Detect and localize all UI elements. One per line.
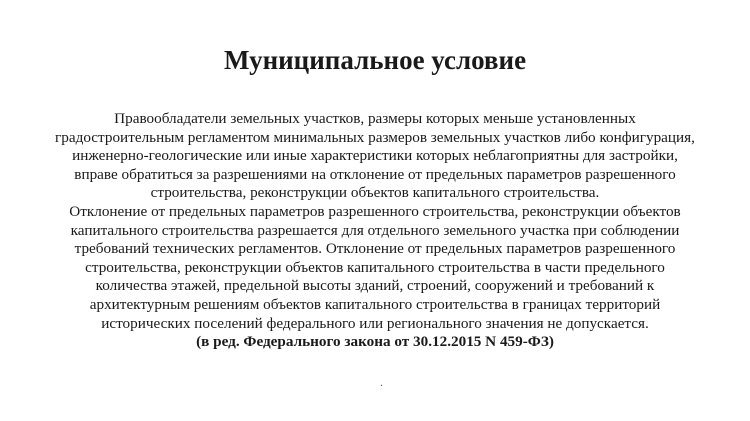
document-body bbox=[40, 110, 710, 352]
body-line: строительства, реконструкции объектов капитального строительства в части предельного bbox=[85, 258, 665, 276]
body-line: градостроительным регламентом минимальных размеров земельных участков либо конфигурация, bbox=[55, 128, 695, 146]
body-line: строительства, реконструкции объектов капитального строительства. bbox=[150, 184, 600, 202]
trailing-dot: . bbox=[380, 375, 383, 389]
body-line: исторических поселений федерального или регионального значения не допускается. bbox=[101, 314, 649, 332]
amendment-footnote: (в ред. Федерального закона от 30.12.2015 N 459-ФЗ) bbox=[196, 333, 554, 351]
body-line: требований технических регламентов. Отклонение от предельных параметров разрешенного bbox=[74, 240, 676, 258]
body-line: количества этажей, предельной высоты зданий, строений, сооружений и требований к bbox=[95, 277, 655, 295]
body-line: инженерно-геологические или иные характеристики которых неблагоприятны для застройки, bbox=[72, 147, 678, 165]
body-line: Отклонение от предельных параметров разрешенного строительства, реконструкции объектов bbox=[69, 202, 681, 220]
body-line: капитального строительства разрешается для отдельного земельного участка при соблюдении bbox=[70, 221, 680, 239]
body-line: вправе обратиться за разрешениями на отклонение от предельных параметров разрешенного bbox=[74, 165, 676, 183]
document-title: Муниципальное условие bbox=[223, 45, 527, 75]
body-line: архитектурным решениям объектов капитального строительства в границах территорий bbox=[89, 295, 661, 313]
body-line: Правообладатели земельных участков, размеры которых меньше установленных bbox=[114, 110, 636, 127]
